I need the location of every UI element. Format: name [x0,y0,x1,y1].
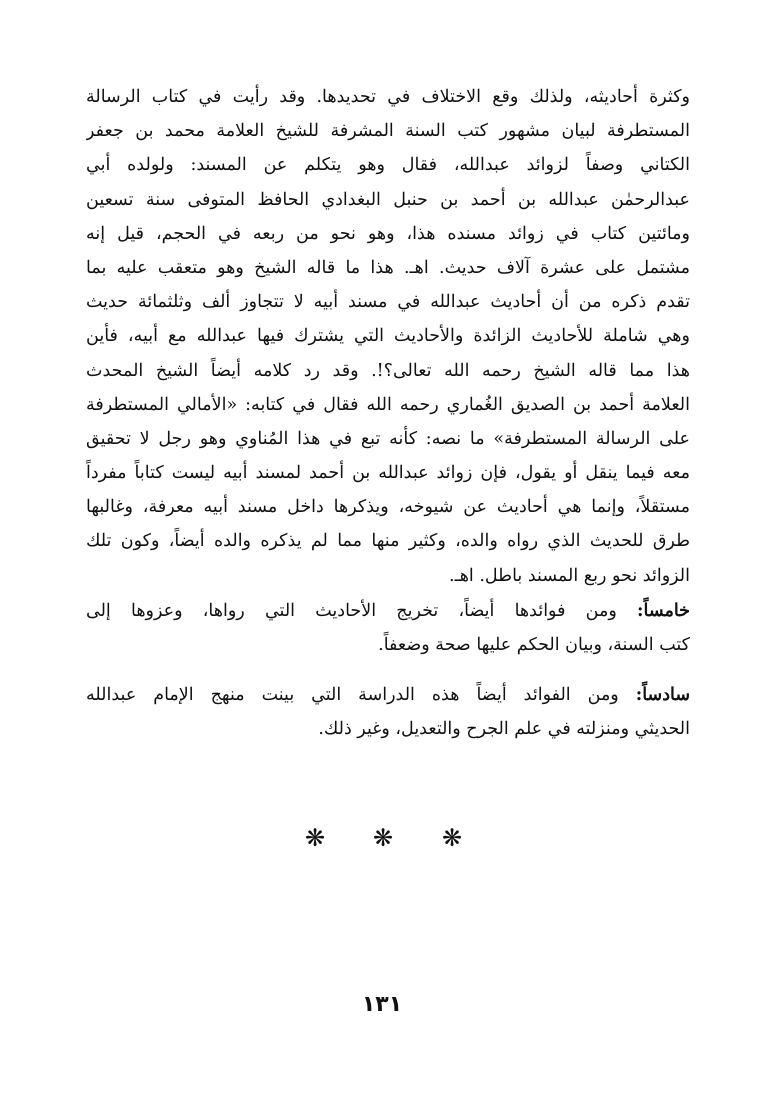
section-separator [0,820,764,856]
paragraph-continuation [86,80,690,593]
text-line [86,678,690,712]
page-number: ١٣١ [361,992,403,1017]
paragraph-lead: سادساً: [635,685,690,705]
paragraph-sixth [86,678,690,746]
text-line: معه فيما ينقل أو يقول، فإن زوائد عبدالله بن أحمد لمسند أبيه ليست كتاباً مفرداً [86,463,690,484]
text-line-content: ومن فوائدها أيضاً، تخريج الأحاديث التي رواها، وعزوها إلى [86,601,617,621]
text-line: كتب السنة، وبيان الحكم عليها صحة وضعفاً. [378,635,690,656]
paragraph-lead: خامساً: [637,601,690,621]
asterism-icon: ❋ [442,824,463,852]
text-line: مستقلاً، وإنما هي أحاديث عن شيوخه، ويذكرها داخل مسند أبيه معرفة، وغالبها [86,497,690,518]
text-line: المستطرفة لبيان مشهور كتب السنة المشرفة للشيخ العلامة محمد بن جعفر [86,121,690,142]
text-line: الزوائد نحو ربع المسند باطل. اهـ. [449,565,690,586]
text-line: عبدالرحمٰن عبدالله بن أحمد بن حنبل البغدادي الحافظ المتوفى سنة تسعين [86,189,690,210]
paragraph-fifth [86,594,690,662]
text-line: وكثرة أحاديثه، ولذلك وقع الاختلاف في تحديدها. وقد رأيت في كتاب الرسالة [86,87,690,107]
text-line-content: ومن الفوائد أيضاً هذه الدراسة التي بينت منهج الإمام عبدالله [86,685,619,705]
text-line: هذا مما قاله الشيخ رحمه الله تعالى؟!. وقد رد كلامه أيضاً الشيخ المحدث [86,360,690,381]
text-line: مشتمل على عشرة آلاف حديث. اهـ. هذا ما قاله الشيخ وهو متعقب عليه بما [86,257,690,278]
asterism-icon: ❋ [305,824,326,852]
asterism-icon: ❋ [373,824,394,852]
text-line: الحديثي ومنزلته في علم الجرح والتعديل، وغير ذلك. [318,719,690,740]
text-line: طرق للحديث الذي رواه والده، وكثير منها مما لم يذكره والده أيضاً، وكون تلك [86,531,690,552]
text-line: الكتاني وصفاً لزوائد عبدالله، فقال وهو يتكلم عن المسند: ولولده أبي [86,155,690,176]
text-line [86,594,690,628]
text-line: على الرسالة المستطرفة» ما نصه: كأنه تبع في هذا المُناوي وهو رجل لا تحقيق [86,428,690,449]
text-line: العلامة أحمد بن الصديق الغُماري رحمه الله فقال في كتابه: «الأمالي المستطرفة [86,394,690,415]
text-line: وهي شاملة للأحاديث الزائدة والأحاديث التي يشترك فيها عبدالله مع أبيه، فأين [86,326,690,347]
text-line: تقدم ذكره من أن أحاديث عبدالله في مسند أبيه لا تتجاوز ألف وثلثمائة حديث [86,292,690,313]
text-line: ومائتين كتاب في زوائد مسنده هذا، وهو نحو من ربعه في الحجم، قيل إنه [86,223,690,244]
